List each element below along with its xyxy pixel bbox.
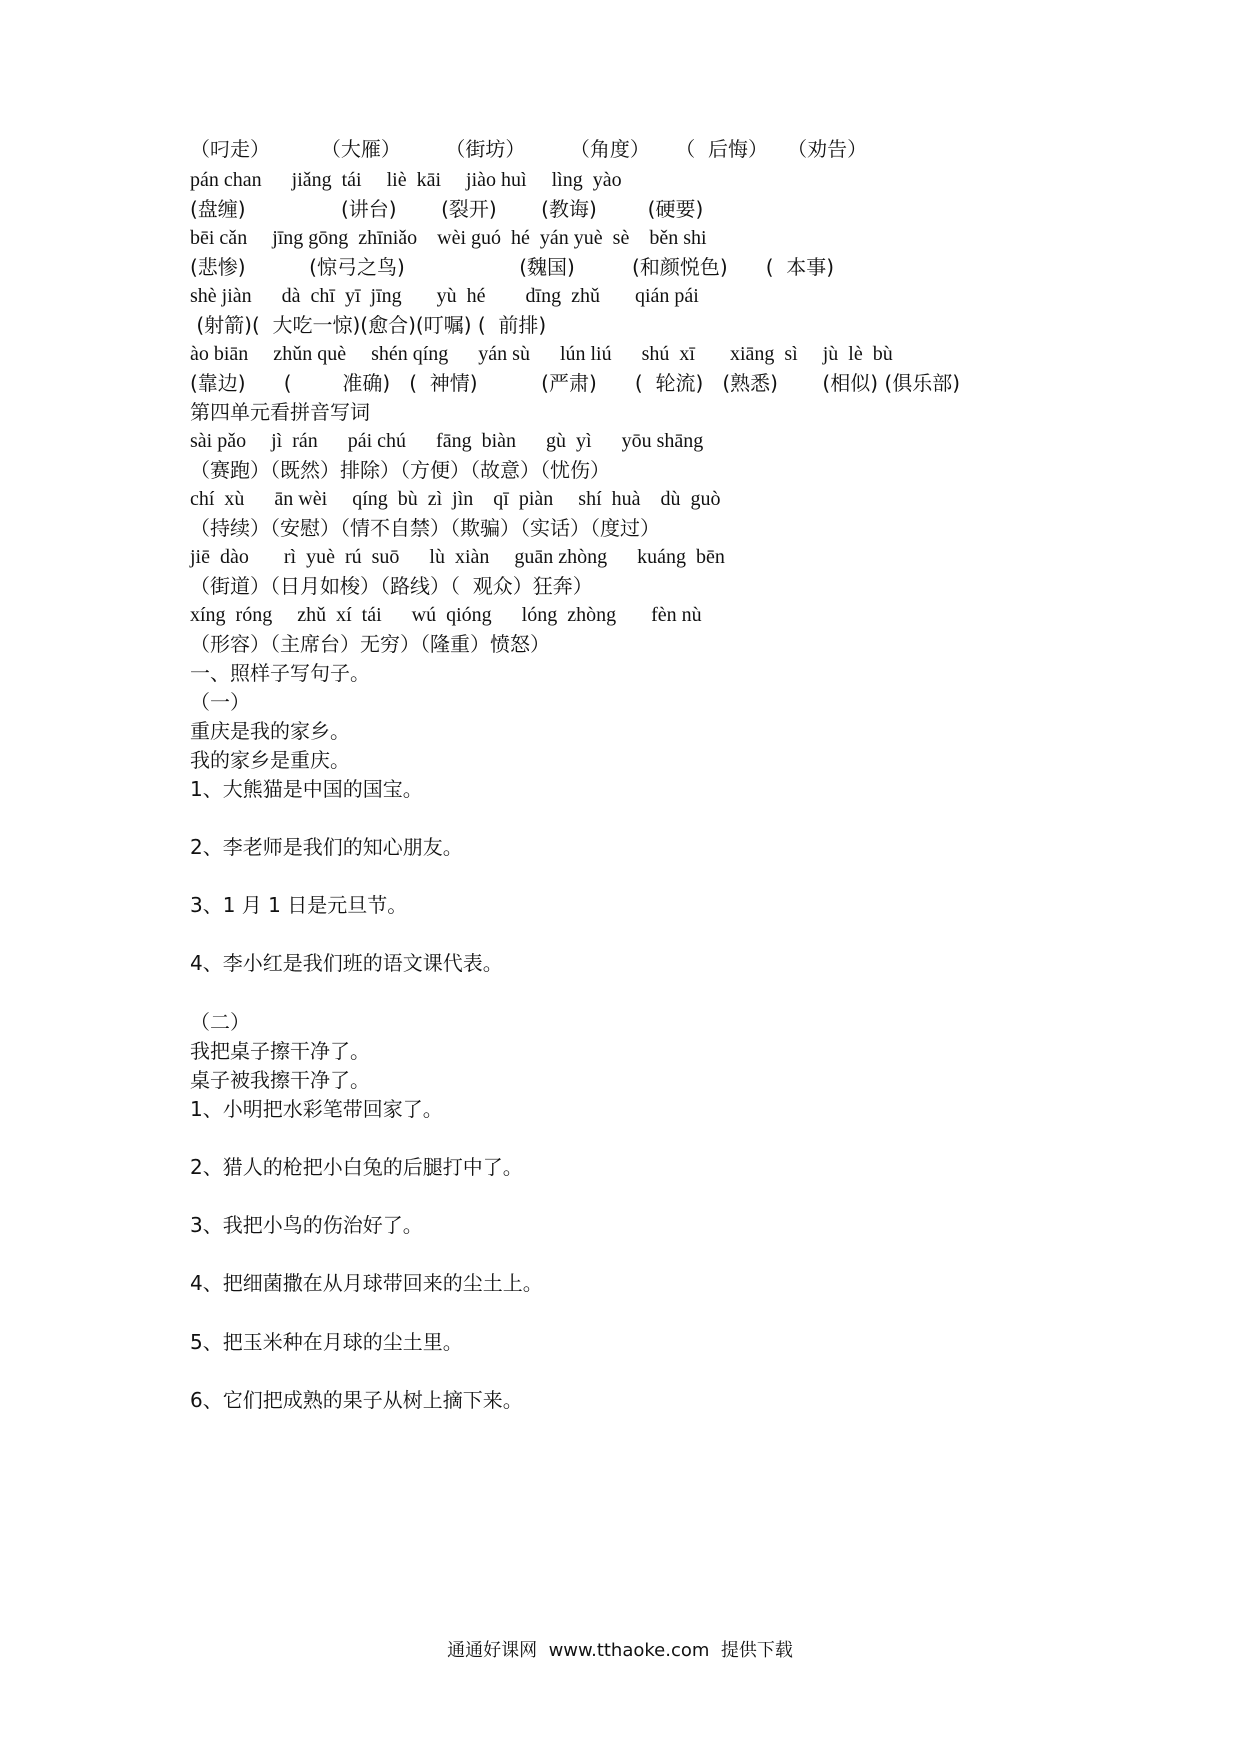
pinyin-line: chí xù ān wèi qíng bù zì jìn qī piàn shí huà dù guò <box>190 488 721 510</box>
exercise-item: 5、把玉米种在月球的尘土里。 <box>190 1330 463 1354</box>
exercise-item: 2、猎人的枪把小白兔的后腿打中了。 <box>190 1155 523 1179</box>
text-line: (靠边) ( 准确) ( 神情) (严肃) ( 轮流) (熟悉) (相似) (俱乐部) <box>190 371 960 395</box>
pinyin-line: bēi cǎn jīng gōng zhīniǎo wèi guó hé yán yuè sè běn shi <box>190 227 707 249</box>
text-line: （叼走） （大雁） （街坊） （角度） （ 后悔） （劝告） <box>190 137 868 161</box>
pinyin-line: sài pǎo jì rán pái chú fāng biàn gù yì yōu shāng <box>190 430 704 452</box>
text-line: (射箭)( 大吃一惊)(愈合)(叮嘱) ( 前排) <box>190 313 547 337</box>
text-line: （街道）（日月如梭）（路线）（ 观众）狂奔） <box>190 574 593 598</box>
exercise-item: 3、我把小鸟的伤治好了。 <box>190 1213 423 1237</box>
exercise-item: 4、把细菌撒在从月球带回来的尘土上。 <box>190 1271 543 1295</box>
pinyin-line: xíng róng zhǔ xí tái wú qióng lóng zhòng fèn nù <box>190 604 702 626</box>
exercise-item: 4、李小红是我们班的语文课代表。 <box>190 951 503 975</box>
exercise-item: 3、1 月 1 日是元旦节。 <box>190 893 408 917</box>
exercise-item: 1、小明把水彩笔带回家了。 <box>190 1097 443 1121</box>
example-sentence: 我的家乡是重庆。 <box>190 748 350 772</box>
example-sentence: 我把桌子擦干净了。 <box>190 1039 370 1063</box>
page-footer: 通通好课网 www.tthaoke.com 提供下载 <box>447 1640 793 1661</box>
pinyin-line: shè jiàn dà chī yī jīng yù hé dīng zhǔ qián pái <box>190 285 699 307</box>
text-line: （赛跑）（既然）排除）（方便）（故意）（忧伤） <box>190 458 610 482</box>
text-line: （持续）（安慰）（情不自禁）（欺骗）（实话）（度过） <box>190 516 660 540</box>
section-heading: 一、照样子写句子。 <box>190 661 370 685</box>
text-line: (盘缠) (讲台) (裂开) (教诲) (硬要) <box>190 197 704 221</box>
example-sentence: 桌子被我擦干净了。 <box>190 1068 370 1092</box>
example-sentence: 重庆是我的家乡。 <box>190 719 350 743</box>
exercise-item: 6、它们把成熟的果子从树上摘下来。 <box>190 1388 523 1412</box>
subsection-label: （二） <box>190 1010 250 1034</box>
section-heading: 第四单元看拼音写词 <box>190 400 370 424</box>
text-line: （形容）（主席台）无穷）（隆重）愤怒） <box>190 632 550 656</box>
text-line: (悲惨) (惊弓之鸟) (魏国) (和颜悦色) ( 本事) <box>190 255 835 279</box>
exercise-item: 1、大熊猫是中国的国宝。 <box>190 777 423 801</box>
pinyin-line: jiē dào rì yuè rú suō lù xiàn guān zhòng kuáng bēn <box>190 546 725 568</box>
exercise-item: 2、李老师是我们的知心朋友。 <box>190 835 463 859</box>
pinyin-line: pán chan jiǎng tái liè kāi jiào huì lìng yào <box>190 169 622 191</box>
pinyin-line: ào biān zhǔn què shén qíng yán sù lún liú shú xī xiāng sì jù lè bù <box>190 343 893 365</box>
subsection-label: （一） <box>190 690 250 714</box>
